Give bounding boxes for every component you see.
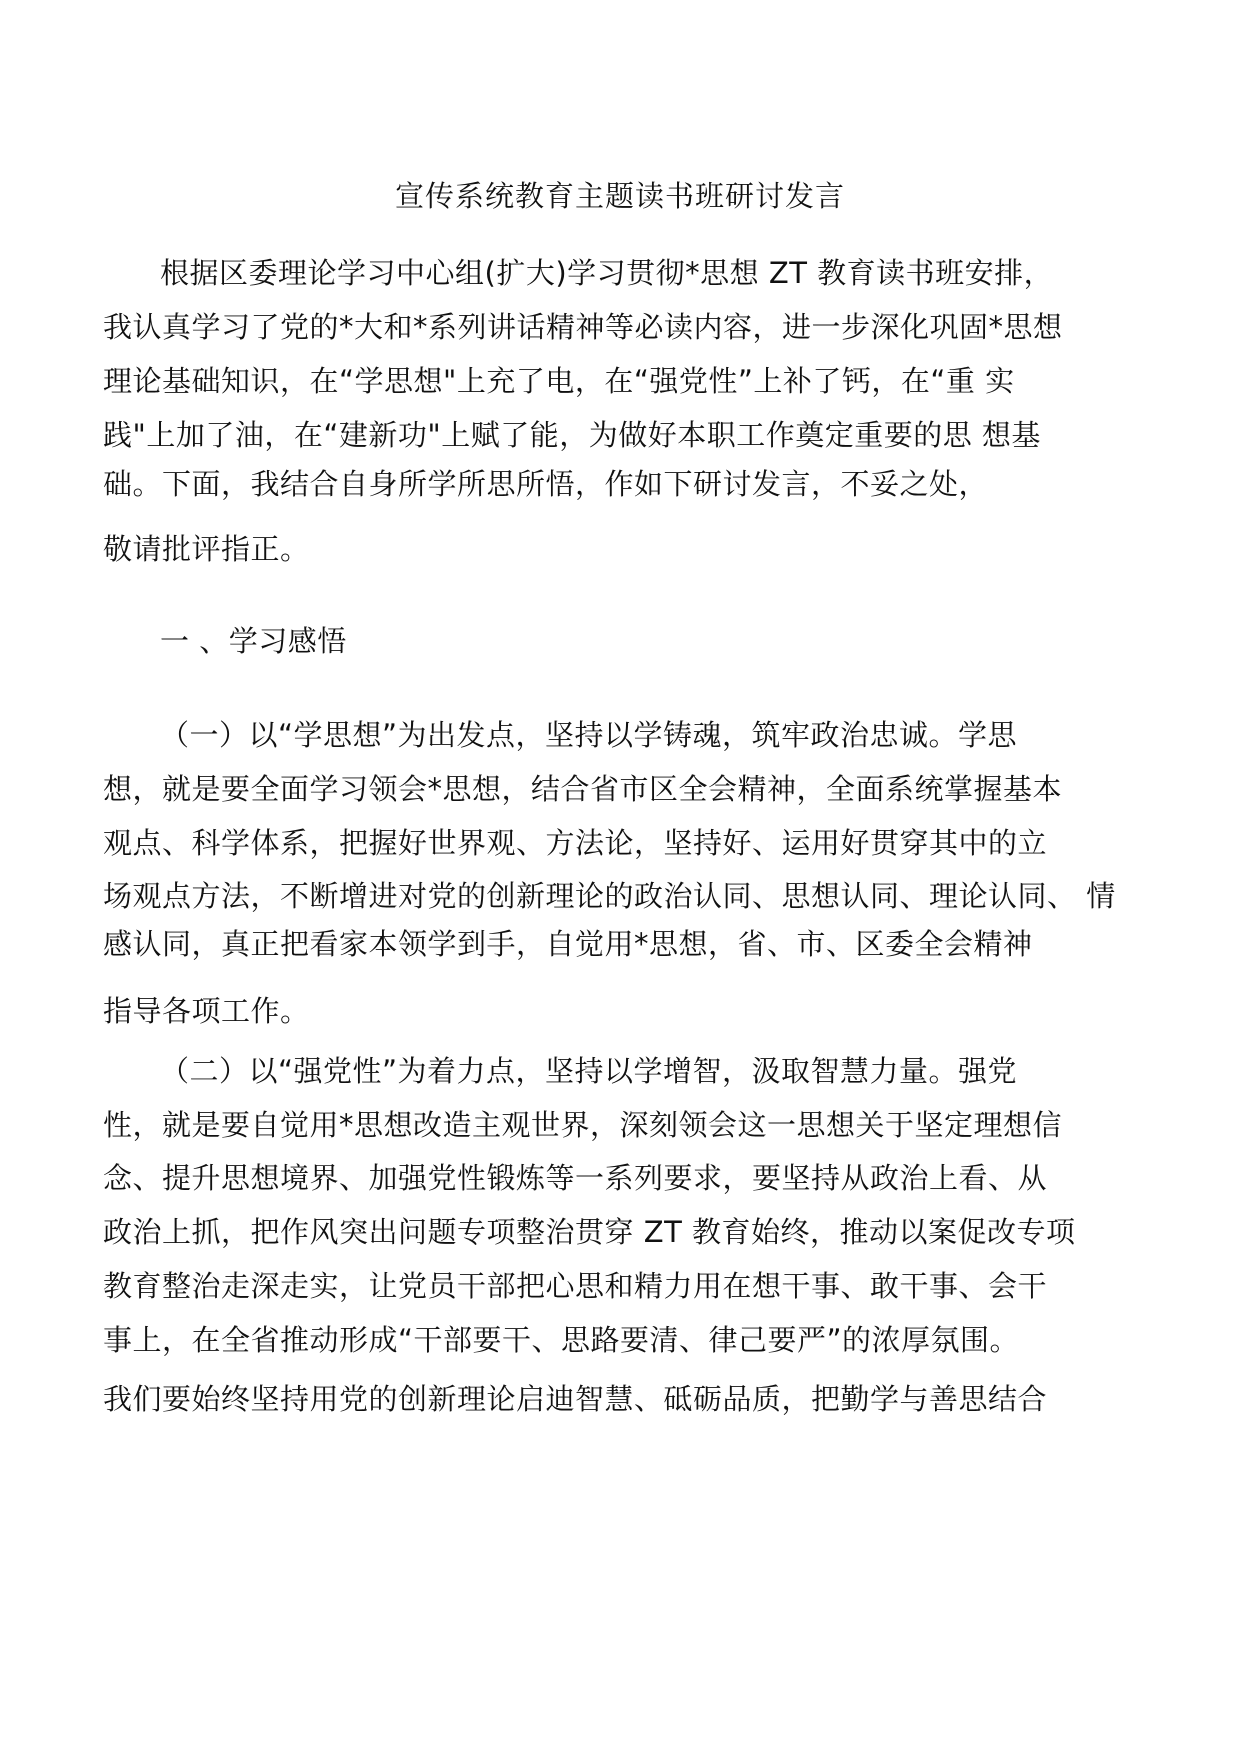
paragraph-line: 观点、科学体系，把握好世界观、方法论，坚持好、运用好贯穿其中的立 [103,826,1048,860]
paragraph-line: （一）以“学思想”为出发点，坚持以学铸魂，筑牢政治忠诚。学思 [160,718,1018,752]
paragraph-line: 我们要始终坚持用党的创新理论启迪智慧、砥砺品质，把勤学与善思结合 [103,1382,1048,1416]
paragraph-line: 敬请批评指正。 [103,532,310,566]
paragraph-line: 础。下面，我结合自身所学所思所悟，作如下研讨发言，不妥之处， [103,467,989,501]
paragraph-line: 我认真学习了党的*大和*系列讲话精神等必读内容，进一步深化巩固*思想 [103,310,1063,344]
paragraph-line: 事上，在全省推动形成“干部要干、思路要清、律己要严”的浓厚氛围。 [103,1323,1020,1357]
paragraph-line: 想，就是要全面学习领会*思想，结合省市区全会精神，全面系统掌握基本 [103,772,1063,806]
document-title: 宣传系统教育主题读书班研讨发言 [394,179,845,213]
paragraph-line: 践"上加了油，在“建新功"上赋了能，为做好本职工作奠定重要的思 想基 [103,418,1041,452]
paragraph-line: 指导各项工作。 [103,994,310,1028]
paragraph-line: （二）以“强党性”为着力点，坚持以学增智，汲取智慧力量。强党 [160,1054,1018,1088]
section-heading: 一 、学习感悟 [160,624,347,658]
paragraph-line: 政治上抓，把作风突出问题专项整治贯穿 ZT 教育始终，推动以案促改专项 [103,1215,1076,1249]
paragraph-line: 念、提升思想境界、加强党性锻炼等一系列要求，要坚持从政治上看、从 [103,1161,1048,1195]
paragraph-line: 根据区委理论学习中心组(扩大)学习贯彻*思想 ZT 教育读书班安排， [160,256,1054,290]
paragraph-line: 感认同，真正把看家本领学到手，自觉用*思想，省、市、区委全会精神 [103,927,1033,961]
paragraph-line: 教育整治走深走实，让党员干部把心思和精力用在想干事、敢干事、会干 [103,1269,1048,1303]
paragraph-line: 理论基础知识，在“学思想"上充了电，在“强党性”上补了钙，在“重 实 [103,364,1015,398]
paragraph-line: 性，就是要自觉用*思想改造主观世界，深刻领会这一思想关于坚定理想信 [103,1108,1063,1142]
paragraph-line: 场观点方法，不断增进对党的创新理论的政治认同、思想认同、理论认同、 情 [103,879,1116,913]
